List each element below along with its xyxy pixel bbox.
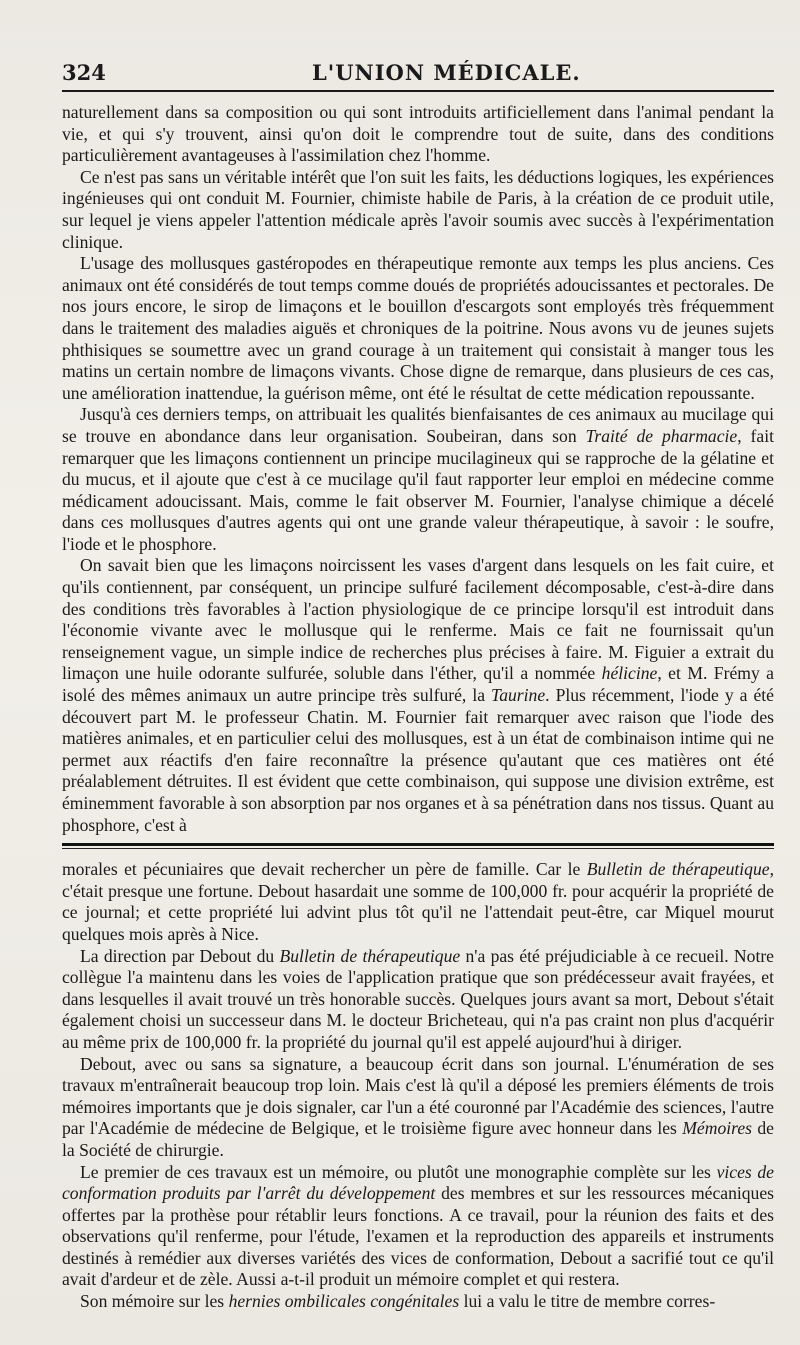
text-run: Debout, avec ou sans sa signature, a beaucoup écrit dans son journal. L'énumération de ses travaux m'entraînerait beaucoup trop loin. Mais c'est là qu'il a déposé les premiers éléments de trois mémoires importants que je dois signaler, car l'un a été couronné par l'Académie des sciences, l'autre par l'Académie de médecine de Belgique, et le troisième figure avec honneur dans les: [62, 1053, 774, 1139]
text-run: On savait bien que les limaçons noircissent les vases d'argent dans lesquels on les fait cuire, et qu'ils contiennent, par conséquent, un principe sulfuré facilement décomposable, c'est-à-dire dans des conditions très favorables à l'action physiologique de ce principe lorsqu'il est introduit dans l'économie vivante avec le mollusque qui le renferme. Mais ce fait ne fournissait qu'un renseignement vague, un simple indice de recherches plus précises à faire. M. Figuier a extrait du limaçon une huile odorante sulfurée, soluble dans l'éther, qu'il a nommée: [62, 555, 774, 684]
main-paragraph: [62, 404, 774, 555]
page-header: [62, 44, 774, 84]
text-run: n'a pas été préjudiciable à ce recueil. Notre collègue l'a maintenu dans les voies de l'application pratique que son prédécesseur avait frayées, et dans lesquelles il avait trouvé un très honorable succès. Quelques jours avant sa mort, Debout s'était également choisi un successeur dans M. le docteur Bricheteau, qui n'a pas craint non plus d'acquérir au même prix de 100,000 fr. la propriété du journal qu'il est appelé aujourd'hui à diriger.: [62, 945, 774, 1052]
text-run: Son mémoire sur les: [80, 1291, 229, 1312]
text-run: . Plus récemment, l'iode y a été découvert part M. le professeur Chatin. M. Fournier fait remarquer avec raison que l'iode des matières animales, et en particulier celui des mollusques, est à un état de combinaison intime qui ne permet aux réactifs d'en faire reconnaître la présence qu'autant que ces matières ont été préalablement détruites. Il est évident que cette combinaison, qui suppose une division extrême, est éminemment favorable à son absorption par nos organes et à sa pénétration dans nos tissus. Quant au phosphore, c'est à: [62, 685, 774, 835]
text-run: naturellement dans sa composition ou qui sont introduits artificiellement dans l'animal pendant la vie, et qui s'y trouvent, ainsi qu'on doit le comprendre tout de suite, dans des conditions particulièrement avantageuses à l'assimilation chez l'homme.: [62, 102, 774, 166]
feuilleton-article: [62, 859, 774, 1312]
main-paragraph: [62, 253, 774, 404]
main-paragraph: [62, 167, 774, 253]
feuilleton-paragraph: [62, 1162, 774, 1292]
italic-text: vices de conformation produits par l'arrêt du développement: [62, 1161, 774, 1204]
italic-text: Bulletin de thérapeutique: [279, 945, 461, 966]
text-run: L'usage des mollusques gastéropodes en thérapeutique remonte aux temps les plus anciens. Ces animaux ont été considérés de tout temps comme doués de propriétés adoucissantes et pectorales. De nos jours encore, le sirop de limaçons et le bouillon d'escargots sont employés très fréquemment dans le traitement des maladies aiguës et chroniques de la poitrine. Nous avons vu de jeunes sujets phthisiques se soumettre avec un grand courage à un traitement qui consistait à manger tous les matins un certain nombre de limaçons vivants. Chose digne de remarque, dans plusieurs de ces cas, une amélioration inattendue, la guérison même, ont été le résultat de cette médication repoussante.: [62, 253, 774, 403]
text-run: Ce n'est pas sans un véritable intérêt que l'on suit les faits, les déductions logiques, les expériences ingénieuses qui ont conduit M. Fournier, chimiste habile de Paris, à la création de ce produit utile, sur lequel je viens appeler l'attention médicale après l'avoir soumis avec succès à l'expérimentation clinique.: [62, 166, 774, 252]
text-run: La direction par Debout du: [80, 945, 280, 966]
feuilleton-paragraph: [62, 1054, 774, 1162]
main-article: [62, 102, 774, 836]
feuilleton-separator: [62, 843, 774, 846]
main-paragraph: [62, 555, 774, 836]
italic-text: hernies ombilicales congénitales: [228, 1291, 460, 1312]
italic-text: Bulletin de thérapeutique: [586, 859, 770, 880]
text-run: , c'était presque une fortune. Debout hasardait une somme de 100,000 fr. pour acquérir la propriété de ce journal; et cette propriété lui advint plus tôt qu'il ne l'attendait peut-être, car Miquel mourut quelques mois après à Nice.: [62, 859, 774, 944]
italic-text: Taurine: [491, 685, 546, 706]
text-run: des membres et sur les ressources mécaniques offertes par la prothèse pour rétablir leurs fonctions. A ce travail, pour la réunion des faits et des observations qu'il renferme, pour l'étude, l'examen et la reproduction des appareils et instruments destinés à remédier aux diverses variétés des vices de conformation, Debout a sacrifié tout ce qu'il avait d'ardeur et de zèle. Aussi a-t-il produit un mémoire complet et qui restera.: [62, 1183, 774, 1290]
page-number: 324: [62, 60, 106, 85]
running-title: L'UNION MÉDICALE.: [312, 60, 581, 85]
header-rule: [62, 90, 774, 92]
italic-text: hélicine: [601, 663, 658, 684]
text-run: , et M. Frémy a isolé des mêmes animaux un autre principe très sulfuré, la: [62, 663, 774, 706]
feuilleton-paragraph: [62, 1291, 774, 1313]
text-run: lui a valu le titre de membre corres-: [459, 1291, 716, 1312]
text-run: morales et pécuniaires que devait rechercher un père de famille. Car le: [62, 859, 587, 880]
italic-text: Mémoires: [682, 1118, 752, 1139]
feuilleton-paragraph: [62, 946, 774, 1054]
text-run: Le premier de ces travaux est un mémoire, ou plutôt une monographie complète sur les: [80, 1161, 717, 1182]
text-run: de la Société de chirurgie.: [62, 1118, 774, 1160]
feuilleton-separator-thin: [62, 848, 774, 849]
main-paragraph: [62, 102, 774, 167]
italic-text: Traité de pharmacie: [585, 425, 738, 446]
feuilleton-paragraph: [62, 859, 774, 945]
text-run: , fait remarquer que les limaçons contiennent un principe mucilagineux qui se rapproche de la gélatine et du mucus, et il ajoute que c'est à ce mucilage qu'il faut rapporter leur emploi en médecine comme médicament adoucissant. Mais, comme le fait observer M. Fournier, l'analyse chimique a décelé dans ces mollusques d'autres agents qui ont une grande valeur thérapeutique, à savoir : le soufre, l'iode et le phosphore.: [62, 425, 774, 554]
text-run: Jusqu'à ces derniers temps, on attribuait les qualités bienfaisantes de ces animaux au mucilage qui se trouve en abondance dans leur organisation. Soubeiran, dans son: [62, 404, 774, 446]
